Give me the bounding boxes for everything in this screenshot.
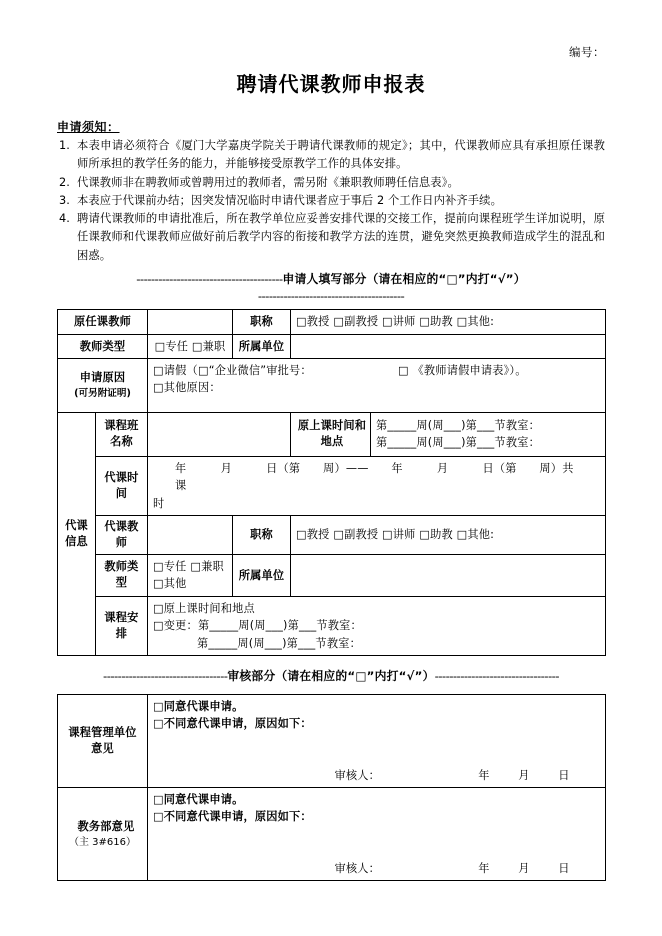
course-unit-opinion-cell[interactable] <box>148 694 606 787</box>
divider-label: 申请人填写部分（请在相应的“□”内打“√”） <box>282 272 526 287</box>
table-row <box>58 456 606 515</box>
table-row <box>58 412 606 456</box>
notice-item <box>57 137 605 174</box>
notice-item-text: 代课教师非在聘教师或曾聘用过的教师者，需另附《兼职教师聘任信息表》。 <box>77 175 459 189</box>
substitute-time-line-2[interactable]: 时 <box>153 496 165 510</box>
review-date[interactable] <box>464 767 584 784</box>
table-row <box>58 694 606 787</box>
original-title-label: 职称 <box>233 310 291 334</box>
reviewer-label: 审核人： <box>334 768 380 782</box>
reason-label-sub: (可另附证明) <box>74 387 131 399</box>
table-row <box>58 334 606 358</box>
substitute-info-section-label: 代课信息 <box>58 412 96 655</box>
substitute-teacher-type-cell[interactable] <box>148 555 233 597</box>
teacher-type-label: 教师类型 <box>58 334 148 358</box>
applicant-form-table <box>57 309 620 656</box>
schedule-change-checkbox[interactable]: □变更：第_____周(周___)第___节教室： <box>153 619 362 633</box>
course-unit-opinion-label: 课程管理单位意见 <box>58 694 148 787</box>
serial-number-label: 编号： <box>569 45 605 59</box>
schedule-change-line-2[interactable]: 第_____周(周___)第___节教室： <box>197 636 361 650</box>
substitute-unit-input[interactable] <box>291 555 606 597</box>
notice-item-number: 2. <box>59 175 70 189</box>
applicant-section-divider <box>57 271 605 288</box>
review-date[interactable] <box>464 860 584 877</box>
divider-dashes-left: ---------------------------------------- <box>136 272 283 287</box>
academic-affairs-room: （主 3#616） <box>68 837 136 849</box>
disagree-checkbox[interactable]: □不同意代课申请，原因如下： <box>153 810 312 824</box>
review-form-table <box>57 694 606 881</box>
orig-time-place-label: 原上课时间和地点 <box>291 412 371 456</box>
course-class-input[interactable] <box>148 412 291 456</box>
substitute-time-label: 代课时间 <box>96 456 148 515</box>
reason-cell[interactable] <box>148 358 606 412</box>
review-divider-label: 审核部分（请在相应的“□”内打“√”） <box>227 668 435 683</box>
notice-item-number: 1. <box>59 139 70 152</box>
substitute-time-cell[interactable] <box>148 456 620 515</box>
table-row <box>58 516 606 555</box>
reason-leave-checkbox[interactable]: □请假（□“企业微信”审批号： <box>153 363 312 377</box>
notice-item-text: 聘请代课教师的申请批准后，所在教学单位应妥善安排代课的交接工作，提前向课程班学生详加说明，原任课教师和代课教师应做好前后教学内容的衔接和教学方法的连贯，避免突然更换教师造成学生的混乱和困惑。 <box>77 212 605 262</box>
substitute-time-line-1[interactable]: 年 月 日（第 周）—— 年 月 日（第 周）共 课 <box>175 461 620 493</box>
original-teacher-input[interactable] <box>148 310 233 334</box>
orig-time-place-line-2[interactable]: 第_____周(周___)第___节教室： <box>376 436 540 450</box>
schedule-original-checkbox[interactable]: □原上课时间和地点 <box>153 601 255 615</box>
course-class-label: 课程班名称 <box>96 412 148 456</box>
reason-leaveform-checkbox[interactable]: □ 《教师请假申请表》）。 <box>398 363 527 377</box>
reviewer-signature-line <box>153 860 600 877</box>
reason-label <box>58 358 148 412</box>
substitute-teacher-input[interactable] <box>148 516 233 555</box>
agree-checkbox[interactable]: □同意代课申请。 <box>153 699 244 713</box>
substitute-title-label: 职称 <box>233 516 291 555</box>
reason-line-1 <box>153 362 600 379</box>
review-section-divider <box>57 668 605 685</box>
review-month: 月 <box>518 768 530 782</box>
review-year: 年 <box>478 768 490 782</box>
orig-time-place-cell[interactable] <box>371 412 606 456</box>
review-year: 年 <box>478 861 490 875</box>
notice-item-text: 本表申请必须符合《厦门大学嘉庚学院关于聘请代课教师的规定》；其中，代课教师应具有承担原任课教师所承担的教学任务的能力，并能够接受原教学工作的具体安排。 <box>77 139 605 171</box>
orig-time-place-line-1[interactable]: 第_____周(周___)第___节教室： <box>376 419 540 433</box>
substitute-type-line-1[interactable]: □专任 □兼职 <box>153 560 224 574</box>
course-schedule-cell[interactable] <box>148 596 606 655</box>
table-row <box>58 310 606 334</box>
notice-item <box>57 192 605 210</box>
reason-other-checkbox[interactable]: □其他原因： <box>153 381 221 395</box>
course-schedule-label: 课程安排 <box>96 596 148 655</box>
teacher-type-checkbox-group[interactable]: □专任 □兼职 <box>148 334 233 358</box>
reviewer-signature-line <box>153 767 600 784</box>
notice-item <box>57 174 605 192</box>
substitute-teacher-type-label: 教师类型 <box>96 555 148 597</box>
unit-label: 所属单位 <box>233 334 291 358</box>
reviewer-label: 审核人： <box>334 861 380 875</box>
notice-item-text: 本表应于代课前办结；因突发情况临时申请代课者应于事后 2 个工作日内补齐手续。 <box>77 193 502 207</box>
notice-item <box>57 210 605 265</box>
substitute-type-line-2[interactable]: □其他 <box>153 577 187 591</box>
divider-dashes-right: ---------------------------------------- <box>257 289 405 304</box>
table-row <box>58 596 606 655</box>
unit-input[interactable] <box>291 334 606 358</box>
agree-checkbox[interactable]: □同意代课申请。 <box>153 793 244 807</box>
review-day: 日 <box>558 768 570 782</box>
reason-label-main: 申请原因 <box>79 371 126 385</box>
substitute-unit-label: 所属单位 <box>233 555 291 597</box>
table-row <box>58 555 606 597</box>
table-row <box>58 358 606 412</box>
disagree-checkbox[interactable]: □不同意代课申请，原因如下： <box>153 717 312 731</box>
academic-affairs-opinion-label: 教务部意见 （主 3#616） <box>58 788 148 881</box>
review-month: 月 <box>518 861 530 875</box>
notice-list <box>57 137 605 265</box>
page-title: 聘请代课教师申报表 <box>236 72 426 96</box>
notice-heading: 申请须知： <box>57 120 120 134</box>
notice-item-number: 4. <box>59 212 70 226</box>
original-title-checkbox-group[interactable]: □教授 □副教授 □讲师 □助教 □其他: <box>291 310 606 334</box>
academic-affairs-opinion-cell[interactable] <box>148 788 606 881</box>
substitute-title-checkbox-group[interactable]: □教授 □副教授 □讲师 □助教 □其他: <box>291 516 606 555</box>
substitute-teacher-label: 代课教师 <box>96 516 148 555</box>
applicant-section-divider-tail <box>57 288 605 305</box>
notice-item-number: 3. <box>59 193 70 207</box>
table-row <box>58 788 606 881</box>
review-day: 日 <box>558 861 570 875</box>
review-divider-dashes-left: ---------------------------------- <box>103 668 228 683</box>
review-divider-dashes-right: ---------------------------------- <box>434 668 559 683</box>
original-teacher-label: 原任课教师 <box>58 310 148 334</box>
